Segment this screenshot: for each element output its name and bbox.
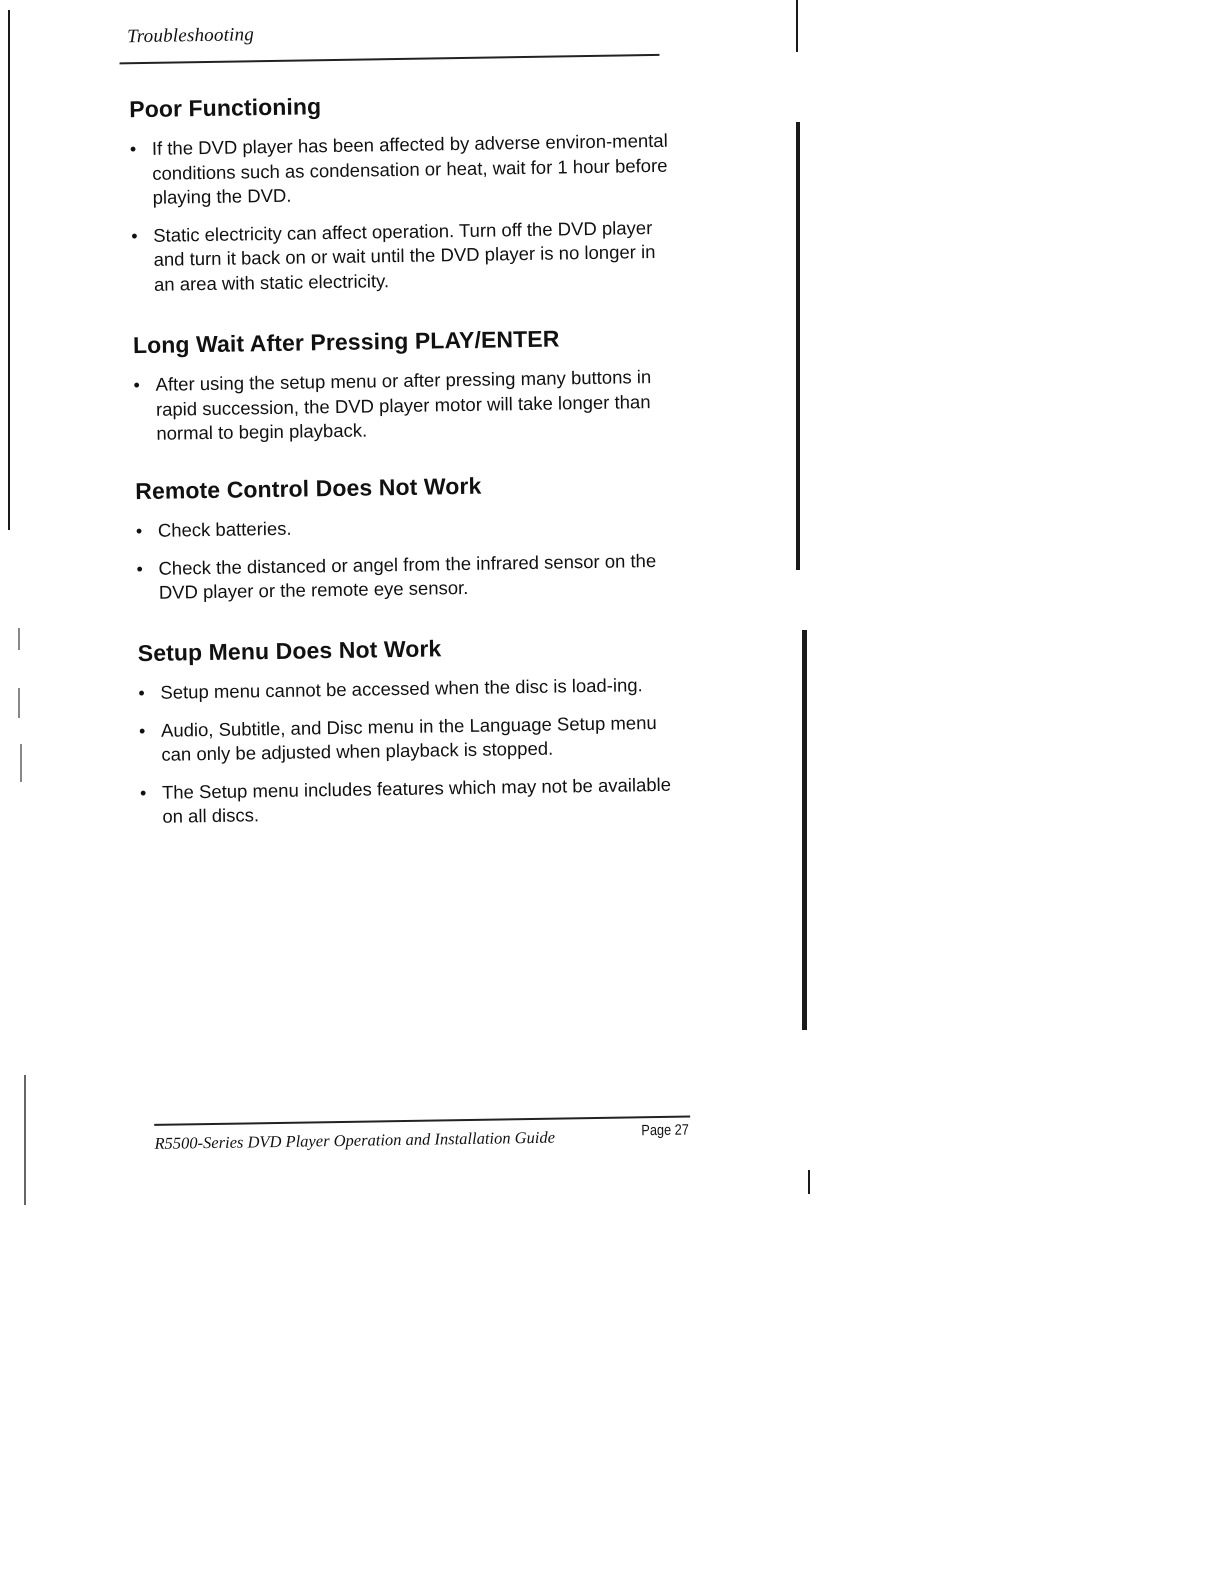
bullet-text: Setup menu cannot be accessed when the disc is load-ing. [160,674,643,703]
bullet-list [136,511,677,606]
scan-mark-left [18,628,20,650]
header-rule [120,54,660,64]
bullet-text: The Setup menu includes features which may not be available on all discs. [161,773,672,827]
scan-mark-right-bottom [808,1170,810,1194]
bullet-list [138,673,680,830]
scan-edge-line-lower-left [24,1075,26,1205]
bullet-icon: • [129,139,137,160]
list-item [138,673,678,706]
list-item [140,772,681,829]
footer-page-number: Page 27 [641,1121,690,1140]
bullet-text: Check the distanced or angel from the infrared sensor on the DVD player or the remote eye sensor. [158,549,657,603]
bullet-icon: • [133,375,141,396]
running-header: Troubleshooting [126,24,255,48]
bullet-list [130,129,672,297]
scan-mark-left [18,688,20,718]
bullet-icon: • [135,521,143,542]
list-item [136,511,676,544]
section-title: Poor Functioning [129,93,322,123]
list-item [136,548,677,605]
bullet-icon: • [138,720,146,741]
scan-edge-line-right-lower [802,630,807,1030]
scan-edge-line-left [8,10,10,530]
bullet-list [133,365,674,447]
section-setup-menu [138,632,681,843]
bullet-text: Static electricity can affect operation. Turn off the DVD player and turn it back on or wait until the DVD player is no longer in an area with static electricity. [153,216,656,295]
section-title: Setup Menu Does Not Work [137,635,442,667]
section-title: Long Wait After Pressing PLAY/ENTER [132,325,560,359]
bullet-text: Check batteries. [157,517,292,541]
list-item [131,215,672,297]
list-item [139,710,680,767]
bullet-icon: • [131,225,138,246]
bullet-text: Audio, Subtitle, and Disc menu in the Language Setup menu can only be adjusted when playback is stopped. [160,711,657,765]
section-title: Remote Control Does Not Work [135,472,482,505]
section-poor-functioning [129,88,672,310]
scan-edge-line-right [796,122,800,570]
scan-edge-line-right-top [796,0,798,52]
list-item [133,365,674,447]
bullet-icon: • [138,683,145,704]
section-long-wait [133,324,675,460]
footer-rule [154,1116,690,1126]
bullet-icon: • [136,558,143,579]
bullet-text: After using the setup menu or after pressing many buttons in rapid succession, the DVD player motor will take longer than normal to begin playback. [155,366,652,444]
section-remote-control [135,470,677,619]
scan-mark-left [20,744,22,782]
footer-guide-title: R5500-Series DVD Player Operation and Installation Guide [154,1127,556,1153]
list-item [130,129,671,211]
bullet-icon: • [139,782,147,803]
bullet-text: If the DVD player has been affected by adverse environ-mental conditions such as condensation or heat, wait for 1 hour before playing the DVD. [151,129,668,208]
